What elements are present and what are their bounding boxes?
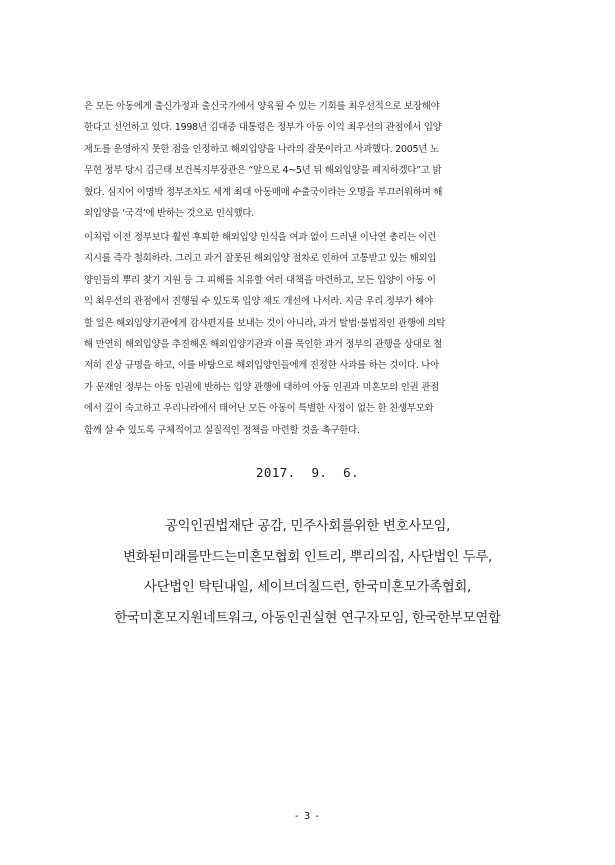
page-number: - 3 - [295,811,320,822]
text-line: 함께 살 수 있도록 구체적이고 실질적인 정책을 마련할 것을 촉구한다. [84,424,360,436]
signatory-line: 공익인권법재단 공감, 민주사회를위한 변호사모임, [164,519,451,534]
text-line: 해 만연히 해외입양을 추진해온 해외입양기관과 이를 묵인한 과거 정부의 관행을 상대로 철 [84,338,443,350]
text-line: 무현 정부 당시 김근태 보건복지부장관은 “앞으로 4~5년 뒤 해외입양을 폐지하겠다”고 밝 [84,165,442,177]
text-line: 가 문재인 정부는 아동 인권에 반하는 입양 관행에 대하여 아동 인권과 미혼모의 인권 관점 [84,381,439,393]
statement-date: 2017. 9. 6. [255,465,360,480]
text-line: 외입양을 ‘국격’에 반하는 것으로 인식했다. [84,207,255,219]
text-line: 한다고 선언하고 있다. 1998년 김대중 대통령은 정부가 아동 이익 최우선의 관점에서 입양 [84,122,442,134]
text-line: 익 최우선의 관점에서 진행될 수 있도록 입양 제도 개선에 나서라. 지금 우리 정부가 해야 [84,296,433,308]
text-line: 할 일은 해외입양기관에게 감사편지를 보내는 것이 아니라, 과거 탈법·불법적인 관행에 의탁 [84,317,446,329]
text-line: 에서 깊이 숙고하고 우리나라에서 태어난 모든 아동이 특별한 사정이 없는 한 친생부모와 [84,403,434,415]
body-paragraph-2 [84,227,522,441]
text-line: 저히 진상 규명을 하고, 이를 바탕으로 해외입양인들에게 진정한 사과를 하는 것이다. 나아 [84,360,439,372]
signatory-line: 한국미혼모지원네트워크, 아동인권실현 연구자모임, 한국한부모연합 [114,610,501,626]
signatory-list [0,512,615,634]
text-line: 이처럼 이전 정부보다 훨씬 후퇴한 해외입양 인식을 여과 없이 드러낸 이낙연 총리는 이런 [84,232,437,243]
text-line: 양인들의 뿌리 찾기 지원 등 그 피해를 치유할 여러 대책을 마련하고, 모든 입양이 아동 이 [84,274,436,286]
text-line: 지시를 즉각 철회하라. 그리고 과거 잘못된 해외입양 절차로 인하여 고통받고 있는 해외입 [84,253,437,265]
text-line: 혔다. 심지어 이명박 정부조차도 세계 최대 아동매매 수출국이라는 오명을 부끄러워하며 해 [84,186,443,198]
text-line: 제도를 운영하지 못한 점을 인정하고 해외입양을 나라의 잘못이라고 사과했다. 2005년 노 [84,143,439,155]
body-paragraph-1 [84,96,522,224]
text-line: 은 모든 아동에게 출신가정과 출신국가에서 양육될 수 있는 기회를 최우선적으로 보장해야 [84,101,440,112]
signatory-line: 사단법인 탁틴내일, 세이브더칠드런, 한국미혼모가족협회, [144,580,471,595]
signatory-line: 변화된미래를만드는미혼모협회 인트리, 뿌리의집, 사단법인 두루, [123,549,492,565]
